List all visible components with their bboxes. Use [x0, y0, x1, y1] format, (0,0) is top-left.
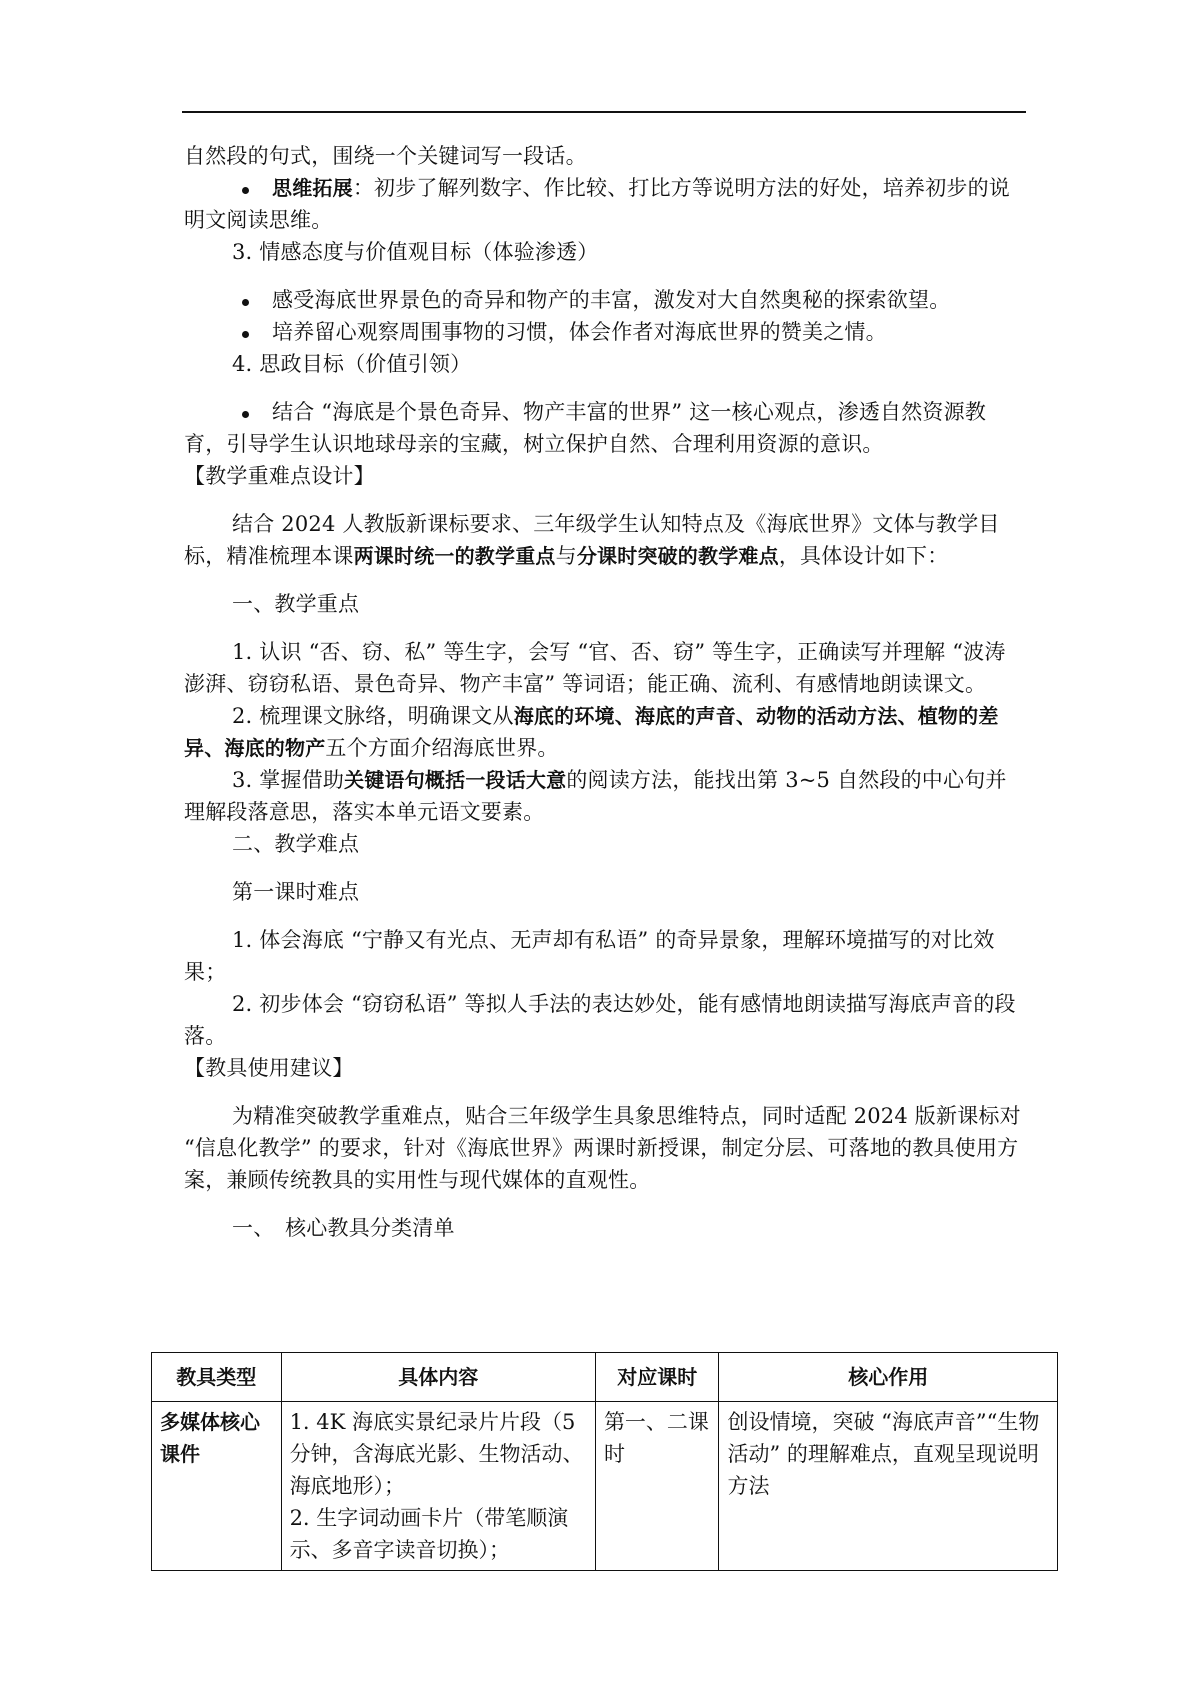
- table-cell: 1. 4K 海底实景纪录片片段（5 分钟，含海底光影、生物活动、海底地形）； 2. 生字词动画卡片（带笔顺演示、多音字读音切换）；: [281, 1402, 595, 1571]
- header-rule: [182, 111, 1026, 113]
- bullet-icon: [242, 187, 249, 194]
- column-header: 核心作用: [719, 1353, 1058, 1402]
- table-cell: 第一、二课时: [595, 1402, 719, 1571]
- section-heading: 【教具使用建议】: [184, 1056, 354, 1080]
- column-header: 教具类型: [152, 1353, 282, 1402]
- paragraph: 结合 2024 人教版新课标要求、三年级学生认知特点及《海底世界》文体与教学目标，精准梳理本课两课时统一的教学重点与分课时突破的教学难点，具体设计如下：: [184, 512, 1000, 568]
- bullet-icon: [242, 331, 249, 338]
- bullet-item: 思维拓展：初步了解列数字、作比较、打比方等说明方法的好处，培养初步的说明文阅读思维。: [184, 176, 1011, 232]
- section-heading: 【教学重难点设计】: [184, 464, 375, 488]
- subheading: 3. 情感态度与价值观目标（体验渗透）: [232, 240, 599, 264]
- teaching-aids-table: [151, 1352, 1058, 1571]
- bullet-item: 培养留心观察周围事物的习惯，体会作者对海底世界的赞美之情。: [184, 316, 1024, 348]
- paragraph: 为精准突破教学重难点，贴合三年级学生具象思维特点，同时适配 2024 版新课标对 “信息化教学” 的要求，针对《海底世界》两课时新授课，制定分层、可落地的教具使用方案，兼顾传统教具的实用性与现代媒体的直观性。: [184, 1104, 1021, 1192]
- bullet-icon: [242, 411, 249, 418]
- bullet-icon: [242, 299, 249, 306]
- table-header-row: [152, 1353, 1058, 1402]
- bullet-item: 结合 “海底是个景色奇异、物产丰富的世界” 这一核心观点，渗透自然资源教育，引导学生认识地球母亲的宝藏，树立保护自然、合理利用资源的意识。: [184, 400, 987, 456]
- paragraph: 2. 梳理课文脉络，明确课文从海底的环境、海底的声音、动物的活动方法、植物的差异、海底的物产五个方面介绍海底世界。: [184, 704, 999, 760]
- subheading: 一、 核心教具分类清单: [232, 1216, 455, 1240]
- document-body: [184, 140, 1024, 1244]
- subheading: 4. 思政目标（价值引领）: [232, 352, 472, 376]
- table-cell: 创设情境，突破 “海底声音”“生物活动” 的理解难点，直观呈现说明方法: [719, 1402, 1058, 1571]
- table-row: [152, 1402, 1058, 1571]
- paragraph: 自然段的句式，围绕一个关键词写一段话。: [184, 144, 587, 168]
- bullet-item: 感受海底世界景色的奇异和物产的丰富，激发对大自然奥秘的探索欲望。: [184, 284, 1024, 316]
- paragraph: 3. 掌握借助关键语句概括一段话大意的阅读方法，能找出第 3~5 自然段的中心句并理解段落意思，落实本单元语文要素。: [184, 768, 1007, 824]
- subheading: 第一课时难点: [232, 880, 360, 904]
- subheading: 二、教学难点: [232, 832, 360, 856]
- table-cell: 多媒体核心课件: [152, 1402, 282, 1571]
- paragraph: 2. 初步体会 “窃窃私语” 等拟人手法的表达妙处，能有感情地朗读描写海底声音的段落。: [184, 992, 1016, 1048]
- paragraph: 1. 体会海底 “宁静又有光点、无声却有私语” 的奇异景象，理解环境描写的对比效果；: [184, 928, 995, 984]
- subheading: 一、教学重点: [232, 592, 360, 616]
- paragraph: 1. 认识 “否、窃、私” 等生字，会写 “官、否、窃” 等生字，正确读写并理解 “波涛澎湃、窃窃私语、景色奇异、物产丰富” 等词语；能正确、流利、有感情地朗读课文。: [184, 640, 1006, 696]
- column-header: 具体内容: [281, 1353, 595, 1402]
- column-header: 对应课时: [595, 1353, 719, 1402]
